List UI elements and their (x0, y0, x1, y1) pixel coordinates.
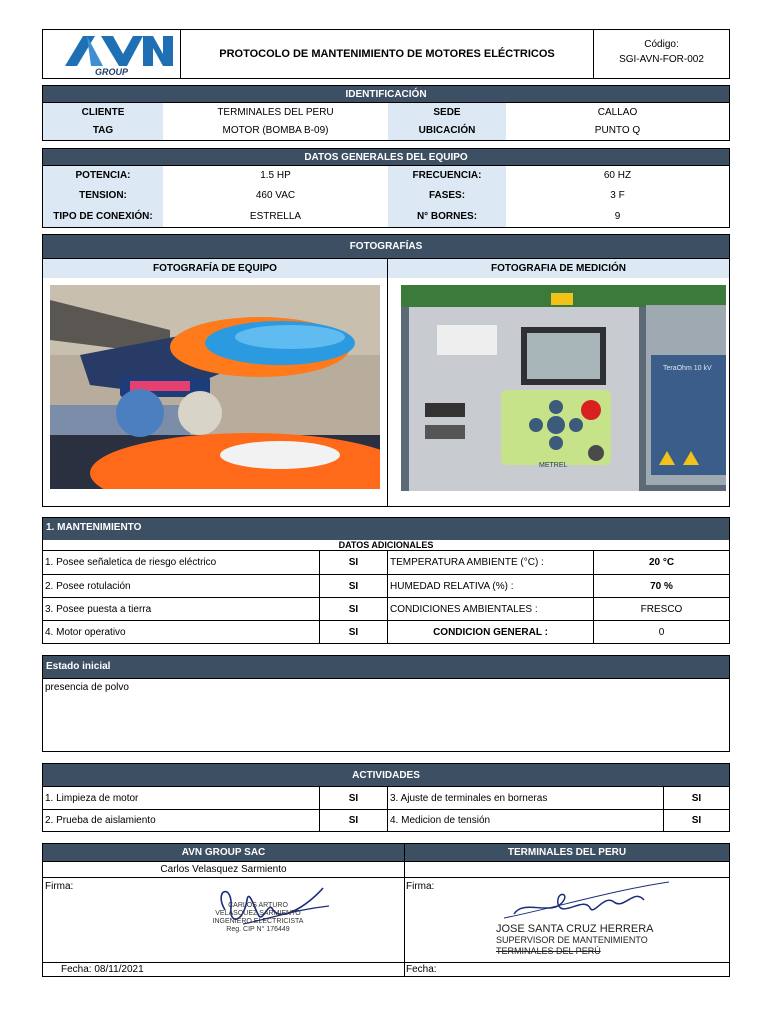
item-1-label: 1. Posee señaletica de riesgo eléctrico (45, 557, 217, 568)
potencia-label: POTENCIA: (43, 165, 163, 185)
sede-label: SEDE (388, 102, 506, 121)
measurement-photo (401, 285, 726, 491)
header-bar (42, 29, 730, 79)
identificacion-section (42, 85, 730, 141)
right-firma-label: Firma: (406, 881, 435, 892)
cliente-value: TERMINALES DEL PERU (163, 102, 388, 121)
fases-label: FASES: (388, 185, 506, 206)
left-signature-box (43, 877, 404, 962)
estado-inicial-text: presencia de polvo (43, 678, 729, 751)
extra-4-value: 0 (593, 620, 729, 644)
cliente-label: CLIENTE (43, 102, 163, 121)
ubicacion-label: UBICACIÓN (388, 121, 506, 140)
bornes-label: N° BORNES: (388, 206, 506, 227)
svg-text:METREL: METREL (539, 462, 568, 469)
item-2-label: 2. Posee rotulación (43, 574, 319, 597)
mantenimiento-title: 1. MANTENIMIENTO (43, 518, 729, 540)
extra-2-value: 70 % (593, 574, 729, 597)
code-label: Código: (644, 39, 679, 50)
ubicacion-value: PUNTO Q (594, 125, 641, 136)
actividad-1-value: SI (319, 786, 387, 809)
avn-logo-icon (43, 30, 181, 78)
datos-generales-title: DATOS GENERALES DEL EQUIPO (43, 149, 729, 165)
extra-3-value: FRESCO (593, 597, 729, 620)
bornes-value: 9 (614, 211, 621, 222)
code-box (593, 30, 729, 78)
tag-value: MOTOR (BOMBA B-09) (222, 125, 329, 136)
svg-text:TeraOhm 10 kV: TeraOhm 10 kV (663, 365, 712, 372)
actividad-2-label: 2. Prueba de aislamiento (43, 809, 319, 831)
actividad-4-label: 4. Medicion de tensión (387, 809, 663, 831)
equipment-photo (50, 285, 380, 489)
item-2-value: SI (319, 574, 387, 597)
right-signature-image (494, 878, 674, 928)
frecuencia-value: 60 HZ (506, 165, 729, 185)
code-value: SGI-AVN-FOR-002 (619, 54, 704, 65)
right-fecha: Fecha: (404, 962, 729, 976)
sede-value: CALLAO (506, 102, 729, 121)
conexion-label: TIPO DE CONEXIÓN: (43, 206, 163, 227)
foto-equipo-label: FOTOGRAFÍA DE EQUIPO (43, 258, 387, 278)
left-signer-name: Carlos Velasquez Sarmiento (43, 861, 404, 877)
actividad-3-value: SI (663, 786, 729, 809)
item-1-value: SI (319, 551, 387, 574)
right-stamp: JOSE SANTA CRUZ HERRERA SUPERVISOR DE MANTENIMIENTO TERMINALES DEL PERÚ (496, 923, 654, 956)
extra-4-label: CONDICION GENERAL : (387, 620, 593, 644)
firmas-section (42, 843, 730, 977)
estado-inicial-section (42, 655, 730, 752)
item-3-value: SI (319, 597, 387, 620)
tension-label: TENSION: (43, 185, 163, 206)
mantenimiento-section (42, 517, 730, 644)
actividad-1-label: 1. Limpieza de motor (43, 786, 319, 809)
actividad-3-label: 3. Ajuste de terminales en borneras (387, 786, 663, 809)
item-4-label: 4. Motor operativo (43, 620, 319, 644)
fases-value: 3 F (610, 190, 625, 201)
foto-medicion-label: FOTOGRAFIA DE MEDICIÓN (387, 258, 729, 278)
mantenimiento-table (43, 550, 729, 643)
frecuencia-label: FRECUENCIA: (388, 165, 506, 185)
identificacion-title: IDENTIFICACIÓN (43, 86, 729, 102)
conexion-value: ESTRELLA (249, 211, 302, 222)
left-stamp: CARLOS ARTURO VELASQUEZ SARMIENTO INGENIERO ELECTRICISTA Reg. CIP N° 176449 (212, 902, 304, 933)
actividades-title: ACTIVIDADES (43, 764, 729, 786)
extra-1-label: TEMPERATURA AMBIENTE (°C) : (387, 551, 593, 574)
form-title: PROTOCOLO DE MANTENIMIENTO DE MOTORES ELÉCTRICOS (219, 48, 555, 60)
actividad-2-value: SI (319, 809, 387, 831)
estado-inicial-title: Estado inicial (43, 656, 729, 678)
extra-2-label: HUMEDAD RELATIVA (%) : (387, 574, 593, 597)
actividad-4-value: SI (663, 809, 729, 831)
potencia-value: 1.5 HP (163, 165, 388, 185)
datos-adicionales-label: DATOS ADICIONALES (338, 540, 434, 550)
fotografias-section (42, 234, 730, 507)
right-signer-title: TERMINALES DEL PERU (404, 844, 729, 861)
right-signature-box (404, 877, 729, 962)
extra-1-value: 20 °C (593, 551, 729, 574)
logo (43, 30, 181, 78)
left-fecha: Fecha: 08/11/2021 (43, 962, 404, 976)
left-firma-label: Firma: (45, 881, 74, 892)
fotografias-title: FOTOGRAFÍAS (43, 235, 729, 258)
datos-generales-section (42, 148, 730, 228)
item-4-value: SI (319, 620, 387, 644)
tension-value: 460 VAC (255, 190, 296, 201)
actividades-section (42, 763, 730, 832)
left-signer-title: AVN GROUP SAC (43, 844, 404, 861)
tag-label: TAG (43, 121, 163, 140)
item-3-label: 3. Posee puesta a tierra (43, 597, 319, 620)
extra-3-label: CONDICIONES AMBIENTALES : (387, 597, 593, 620)
svg-text:GROUP: GROUP (95, 67, 129, 77)
